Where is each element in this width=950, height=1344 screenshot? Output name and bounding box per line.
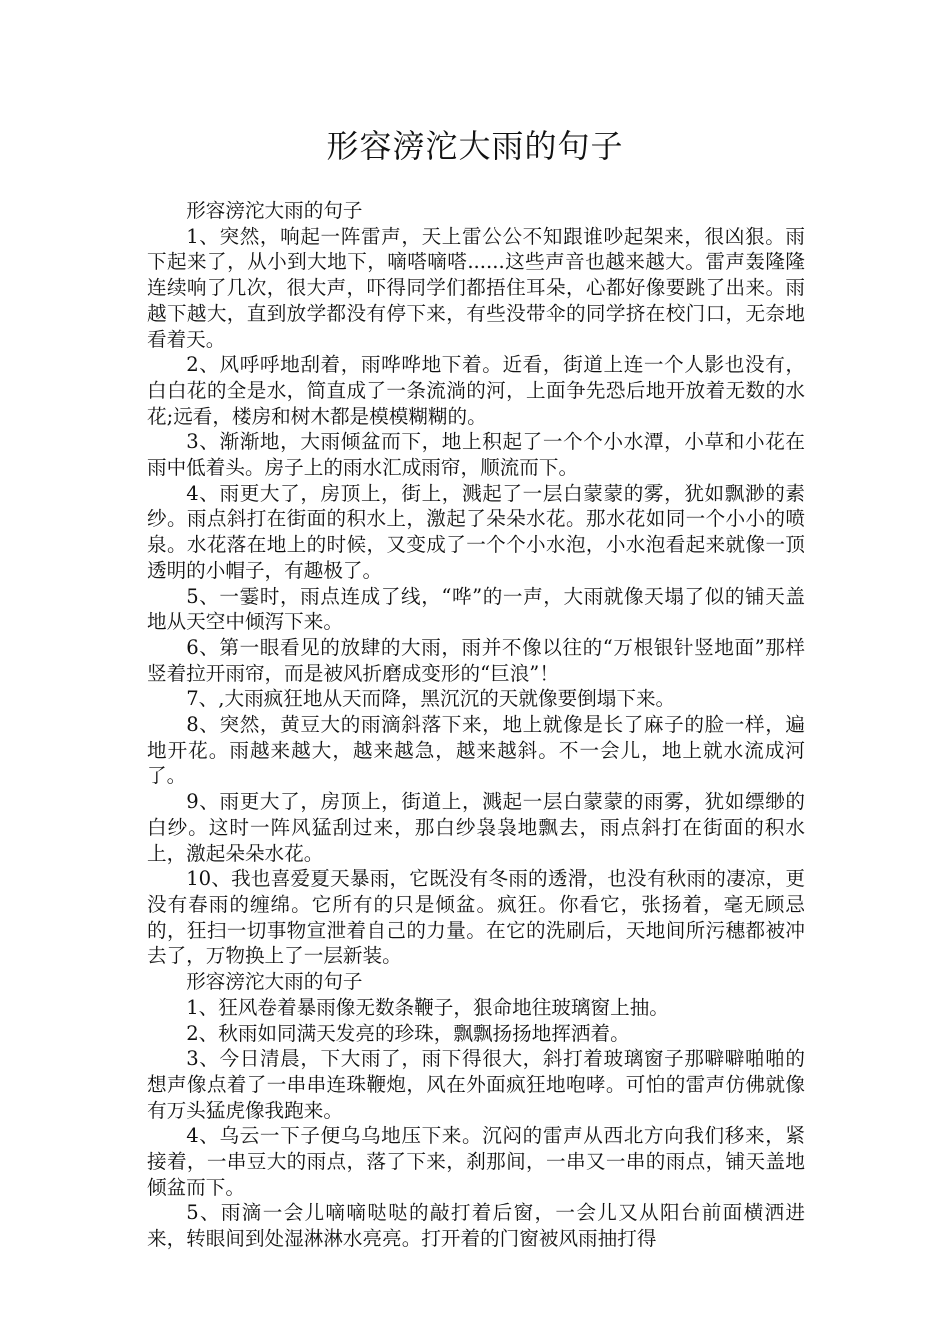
paragraph: 8、突然，黄豆大的雨滴斜落下来，地上就像是长了麻子的脸一样，遍地开花。雨越来越大，越来越急，越来越斜。不一会儿，地上就水流成河了。	[147, 713, 805, 788]
paragraph: 5、雨滴一会儿嘀嘀哒哒的敲打着后窗，一会儿又从阳台前面横洒进来，转眼间到处湿淋淋水亮亮。打开着的门窗被风雨抽打得	[147, 1201, 805, 1251]
paragraph: 9、雨更大了，房顶上，街道上，溅起一层白蒙蒙的雨雾，犹如缥缈的白纱。这时一阵风猛刮过来，那白纱袅袅地飘去，雨点斜打在街面的积水上，激起朵朵水花。	[147, 790, 805, 865]
paragraph: 4、乌云一下子便乌乌地压下来。沉闷的雷声从西北方向我们移来，紧接着，一串豆大的雨点，落了下来，刹那间，一串又一串的雨点，铺天盖地倾盆而下。	[147, 1124, 805, 1199]
paragraph: 3、渐渐地，大雨倾盆而下，地上积起了一个个小水潭，小草和小花在雨中低着头。房子上的雨水汇成雨帘，顺流而下。	[147, 430, 805, 480]
document-title: 形容滂沱大雨的句子	[326, 127, 624, 165]
paragraph-subheading: 形容滂沱大雨的句子	[186, 199, 363, 222]
paragraph: 4、雨更大了，房顶上，街上，溅起了一层白蒙蒙的雾，犹如飘渺的素纱。雨点斜打在街面的积水上，激起了朵朵水花。那水花如同一个小小的喷泉。水花落在地上的时候，又变成了一个个小水泡，小水泡看起来就像一顶透明的小帽子，有趣极了。	[147, 481, 805, 582]
paragraph: 5、一霎时，雨点连成了线，“哗”的一声，大雨就像天塌了似的铺天盖地从天空中倾泻下来。	[147, 584, 805, 634]
paragraph: 1、狂风卷着暴雨像无数条鞭子，狠命地往玻璃窗上抽。	[186, 995, 669, 1019]
paragraph: 1、突然，响起一阵雷声，天上雷公公不知跟谁吵起架来，很凶狠。雨下起来了，从小到大地下，嘀嗒嘀嗒......这些声音也越来越大。雷声轰隆隆连续响了几次，很大声，吓得同学们都捂住耳朵，心都好像要跳了出来。雨越下越大，直到放学都没有停下来，有些没带伞的同学挤在校门口，无奈地看着天。	[147, 224, 805, 351]
paragraph: 10、我也喜爱夏天暴雨，它既没有冬雨的透滑，也没有秋雨的凄凉，更没有春雨的缠绵。它所有的只是倾盆。疯狂。你看它，张扬着，毫无顾忌的，狂扫一切事物宣泄着自己的力量。在它的洗刷后，天地间所污穗都被冲去了，万物换上了一层新装。	[147, 867, 805, 968]
paragraph: 2、秋雨如同满天发亮的珍珠，飘飘扬扬地挥洒着。	[186, 1021, 630, 1045]
paragraph-subheading: 形容滂沱大雨的句子	[186, 970, 363, 994]
paragraph: 7、,大雨疯狂地从天而降，黑沉沉的天就像要倒塌下来。	[186, 687, 676, 711]
paragraph: 6、第一眼看见的放肆的大雨，雨并不像以往的“万根银针竖地面”那样竖着拉开雨帘，而是被风折磨成变形的“巨浪”！	[147, 635, 805, 685]
paragraph: 3、今日清晨，下大雨了，雨下得很大，斜打着玻璃窗子那噼噼啪啪的想声像点着了一串串连珠鞭炮，风在外面疯狂地咆哮。可怕的雷声仿佛就像有万头猛虎像我跑来。	[147, 1047, 805, 1122]
paragraph: 2、风呼呼地刮着，雨哗哗地下着。近看，街道上连一个人影也没有，白白花的全是水，简直成了一条流淌的河，上面争先恐后地开放着无数的水花;远看，楼房和树木都是模模糊糊的。	[147, 353, 805, 428]
document-body	[147, 198, 805, 1252]
